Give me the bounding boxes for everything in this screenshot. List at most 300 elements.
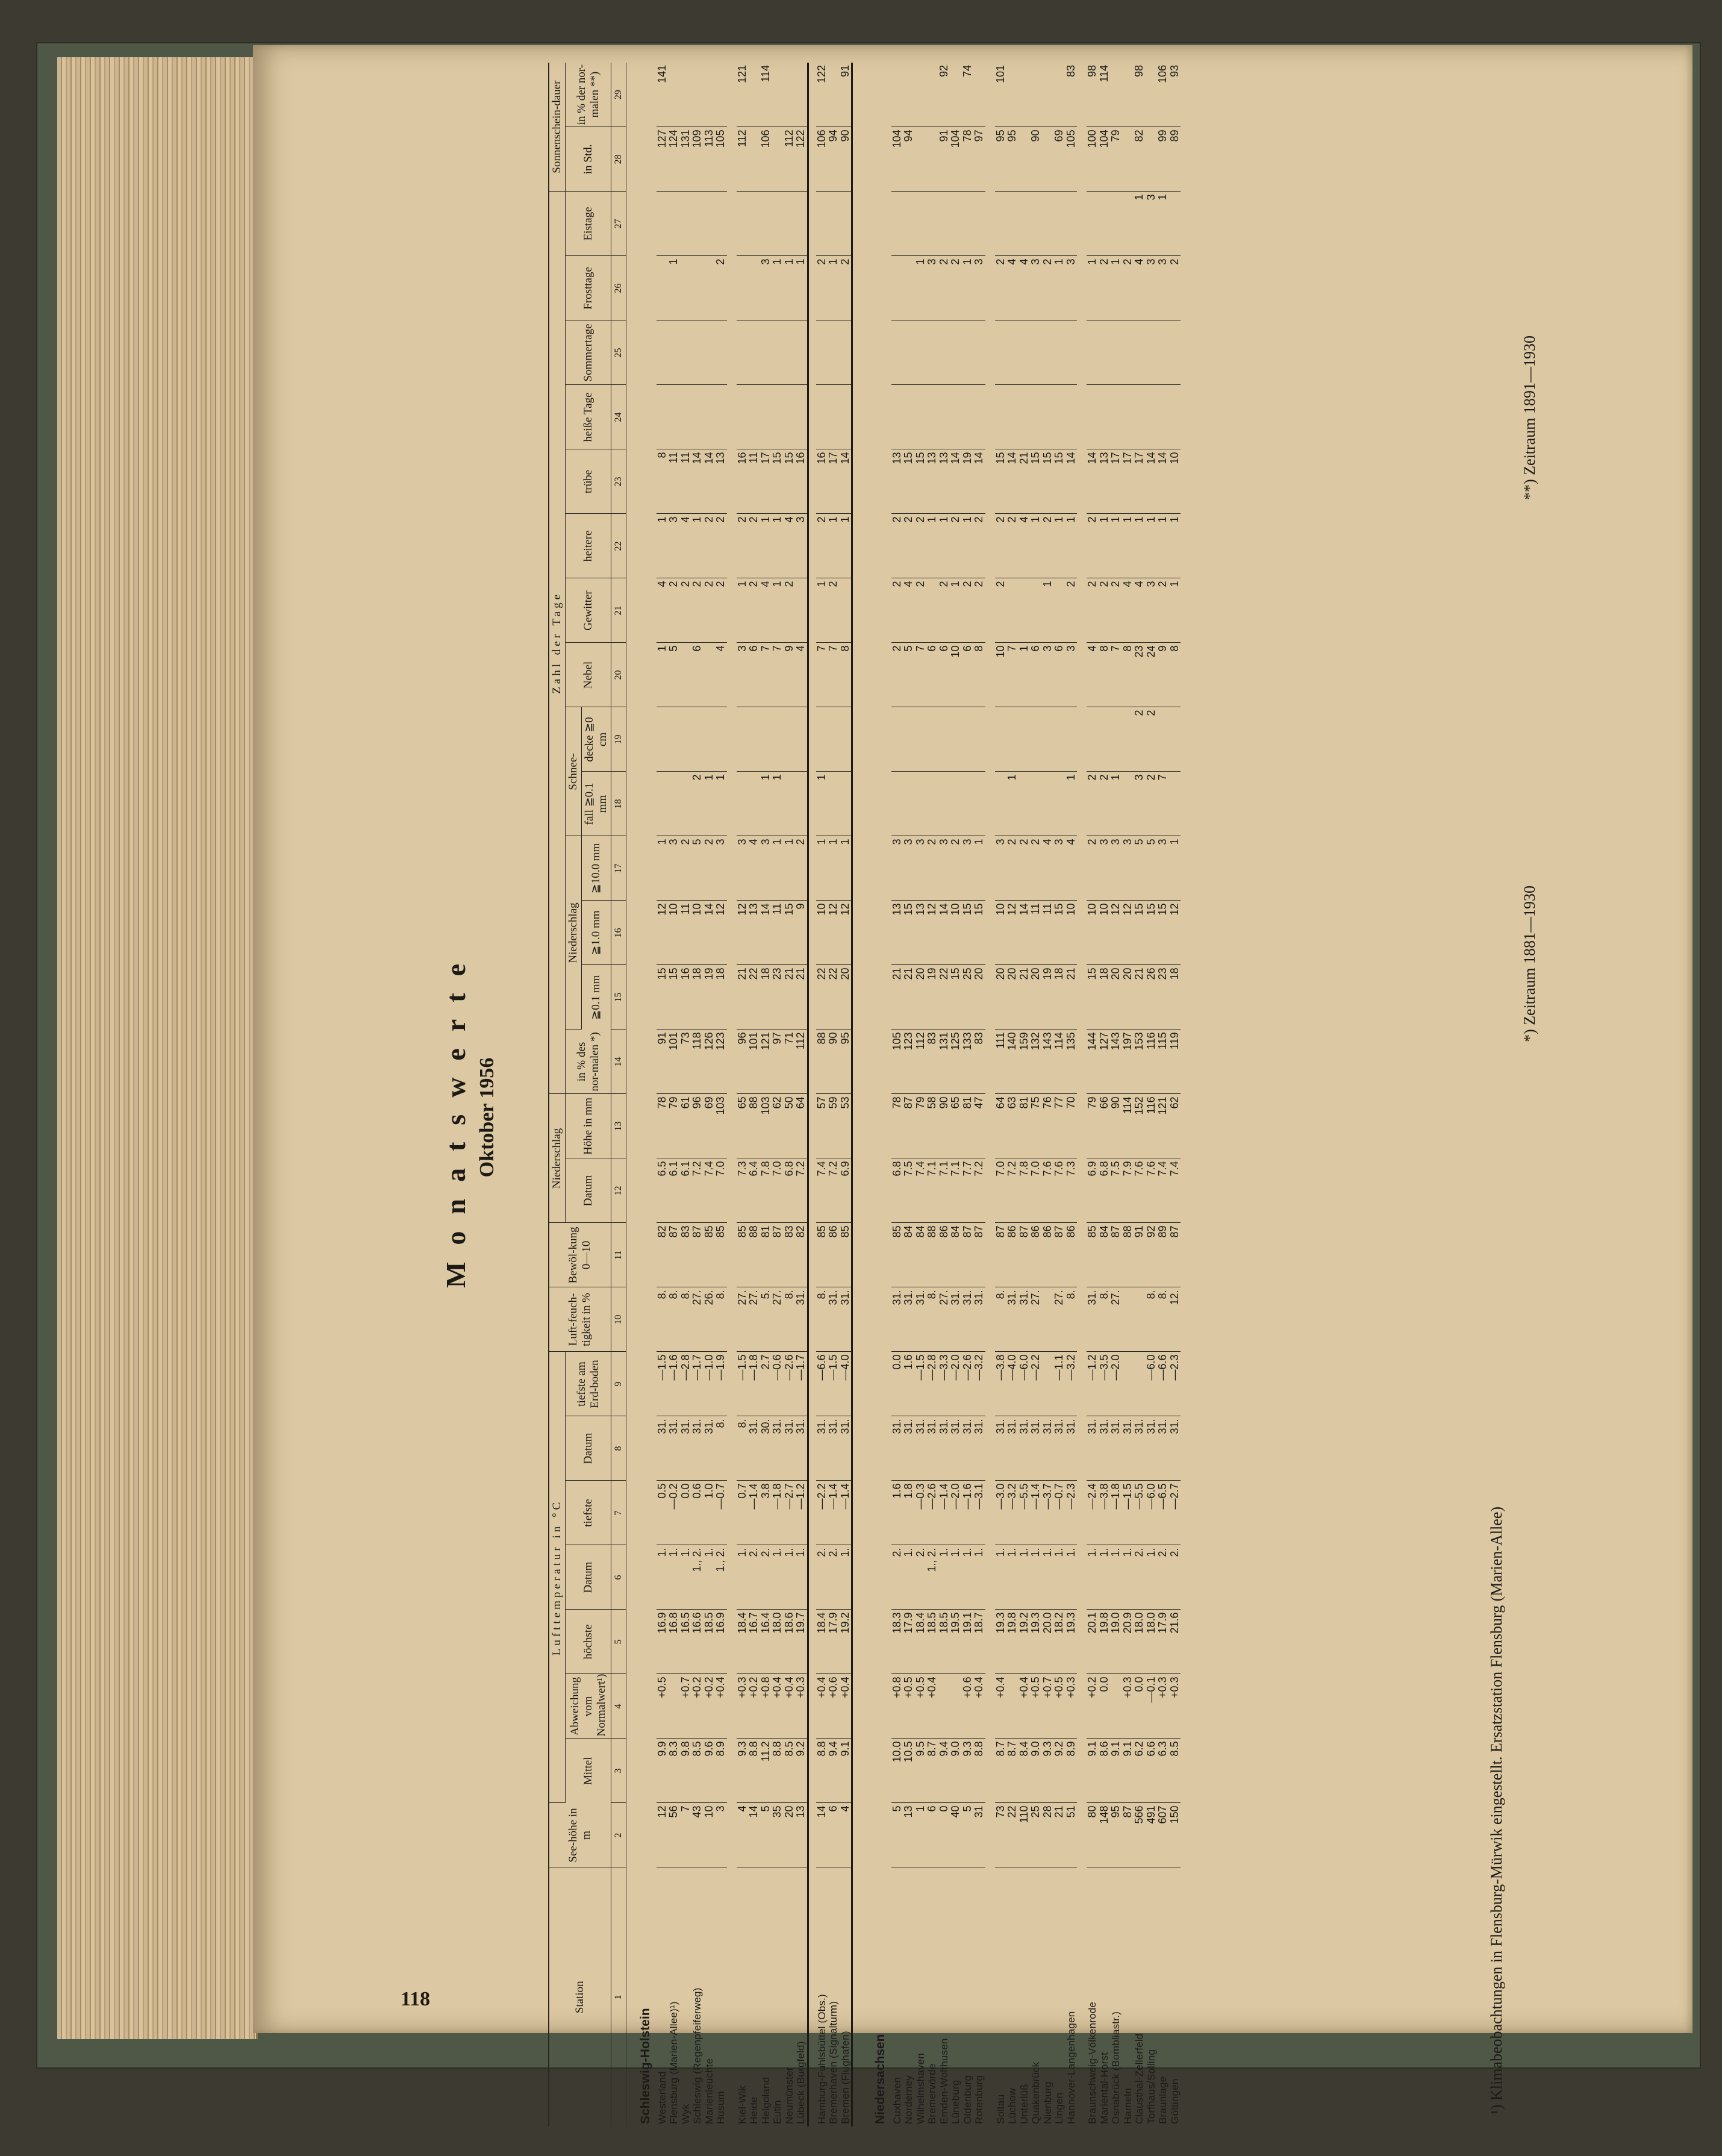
station-name: Flensburg (Marien-Allee)¹) <box>668 2001 679 2124</box>
table-cell: 12 <box>828 901 840 965</box>
table-cell <box>680 63 692 127</box>
table-cell: —0.1 <box>1146 1674 1158 1739</box>
table-cell: 2 <box>973 514 985 578</box>
table-cell: 2 <box>1087 578 1099 643</box>
table-cell: 1. <box>668 1545 680 1610</box>
table-cell <box>973 385 985 449</box>
table-cell <box>760 385 772 449</box>
table-cell: 2 <box>816 514 828 578</box>
table-cell: 79 <box>1087 1094 1099 1158</box>
table-cell: 65 <box>950 1094 962 1158</box>
table-cell: 8.8 <box>772 1739 784 1803</box>
station-name: Braunlage <box>1157 2076 1168 2124</box>
table-cell: 1 <box>795 256 808 320</box>
table-cell <box>1122 772 1134 836</box>
table-cell: 1 <box>1110 772 1122 836</box>
section-header-row <box>861 63 891 2126</box>
header-schneefall: fall ≧0.1 mm <box>582 772 611 836</box>
table-cell: +0.2 <box>1087 1674 1099 1739</box>
table-cell: 10 <box>1169 449 1181 514</box>
table-cell: 28 <box>1042 1803 1054 1867</box>
table-cell: 8 <box>657 449 669 514</box>
table-cell <box>950 192 962 256</box>
table-body <box>626 63 1181 2126</box>
table-cell: 9.2 <box>795 1739 808 1803</box>
table-cell: 104 <box>1099 127 1111 192</box>
table-cell: +0.4 <box>1019 1674 1031 1739</box>
table-cell: 21 <box>1053 1803 1065 1867</box>
table-cell: 1. <box>1030 1545 1042 1610</box>
header-luftfeuchtigkeit: Luft-feuch-tigkeit in % <box>549 1287 611 1352</box>
table-cell: 97 <box>973 127 985 192</box>
table-cell: 1 <box>816 836 828 901</box>
table-cell: 3 <box>715 1803 727 1867</box>
table-cell: +0.5 <box>1030 1674 1042 1739</box>
column-number: 2 <box>611 1803 626 1867</box>
table-cell: 81 <box>760 1223 772 1287</box>
table-cell <box>1019 385 1031 449</box>
station-name: Rotenburg <box>973 2075 985 2124</box>
table-cell: 31. <box>668 1416 680 1481</box>
table-cell: 57 <box>816 1094 828 1158</box>
table-cell: 6 <box>1053 643 1065 707</box>
table-cell <box>840 578 852 643</box>
table-cell: 11 <box>772 901 784 965</box>
table-cell <box>915 385 927 449</box>
table-cell: 6.5 <box>657 1158 669 1223</box>
table-cell: 152 <box>1134 1094 1146 1158</box>
table-cell <box>915 63 927 127</box>
table-row <box>950 63 962 2126</box>
table-cell <box>715 63 727 127</box>
footnote-zeitraum-1881: *) Zeitraum 1881—1930 <box>1521 886 1538 1042</box>
table-cell: 31. <box>1053 1416 1065 1481</box>
station-name: Heide <box>748 2096 760 2124</box>
table-cell: 11 <box>668 449 680 514</box>
header-prozent-normal: in % des nor-malen *) <box>566 1030 611 1094</box>
table-cell: 1 <box>1110 256 1122 320</box>
column-number: 9 <box>611 1352 626 1416</box>
table-cell: —2.0 <box>1110 1352 1122 1416</box>
table-cell <box>1006 320 1019 385</box>
column-number: 18 <box>611 772 626 836</box>
table-cell: 2 <box>691 578 703 643</box>
header-datum-erdboden: Datum <box>566 1158 611 1223</box>
table-cell: 27. <box>1053 1287 1065 1352</box>
table-cell: 31. <box>1099 1416 1111 1481</box>
table-cell: 13 <box>926 449 938 514</box>
table-cell: 9.8 <box>680 1739 692 1803</box>
table-row <box>1146 63 1158 2126</box>
table-cell: 8. <box>737 1416 749 1481</box>
table-cell: 87 <box>1122 1803 1134 1867</box>
table-cell: 2 <box>1030 836 1042 901</box>
header-n100: ≧10.0 mm <box>582 836 611 901</box>
table-cell <box>962 192 974 256</box>
table-cell: —3.2 <box>1065 1352 1078 1416</box>
table-cell: 19.7 <box>795 1610 808 1674</box>
table-cell: 31. <box>795 1416 808 1481</box>
table-cell: 1 <box>1157 192 1169 256</box>
table-cell: 105 <box>1065 127 1078 192</box>
header-hoechste: höchste <box>566 1610 611 1674</box>
table-cell: 2 <box>715 578 727 643</box>
table-cell <box>715 385 727 449</box>
table-cell: 14 <box>840 449 852 514</box>
column-number: 12 <box>611 1158 626 1223</box>
table-cell: 1. <box>1087 1545 1099 1610</box>
table-cell: —3.1 <box>973 1481 985 1545</box>
table-cell: 16.8 <box>668 1610 680 1674</box>
table-cell: 62 <box>1169 1094 1181 1158</box>
table-cell: 1 <box>772 772 784 836</box>
table-cell: 5 <box>1134 836 1146 901</box>
table-cell: 1 <box>1122 514 1134 578</box>
station-name: Helgoland <box>760 2076 772 2124</box>
table-cell <box>1169 192 1181 256</box>
table-cell <box>760 192 772 256</box>
table-cell: 1 <box>1169 578 1181 643</box>
table-cell: 2 <box>680 836 692 901</box>
header-station: Station <box>549 1867 611 2126</box>
table-cell: 2 <box>995 578 1007 643</box>
table-cell: 7.4 <box>703 1158 716 1223</box>
station-name: Lübeck (Burgfeld) <box>795 2041 806 2124</box>
table-cell: 8.9 <box>1065 1739 1078 1803</box>
table-cell <box>748 192 760 256</box>
table-cell: 95 <box>840 1030 852 1094</box>
column-number: 10 <box>611 1287 626 1352</box>
table-cell <box>680 772 692 836</box>
table-cell: 17.9 <box>828 1610 840 1674</box>
table-cell: 3 <box>1110 836 1122 901</box>
header-prozent-normalen: in % der nor-malen **) <box>566 63 611 127</box>
column-number: 19 <box>611 707 626 772</box>
table-cell: 112 <box>737 127 749 192</box>
table-cell <box>795 63 808 127</box>
table-cell: 11 <box>748 449 760 514</box>
table-cell: 31. <box>1030 1416 1042 1481</box>
table-cell <box>973 707 985 772</box>
table-cell <box>691 385 703 449</box>
table-cell: 12 <box>926 901 938 965</box>
table-cell: —0.7 <box>715 1481 727 1545</box>
table-cell <box>1019 63 1031 127</box>
table-cell: 4 <box>1065 836 1078 901</box>
table-cell: 5 <box>691 836 703 901</box>
table-cell: —0.6 <box>772 1352 784 1416</box>
column-number: 16 <box>611 901 626 965</box>
station-name: Emden-Wolthusen <box>938 2038 950 2124</box>
table-cell <box>1099 320 1111 385</box>
table-cell: 11 <box>680 901 692 965</box>
footnote-zeitraum-1891: **) Zeitraum 1891—1930 <box>1521 336 1538 500</box>
table-cell: 14 <box>1087 449 1099 514</box>
table-cell <box>1006 385 1019 449</box>
table-cell <box>1157 707 1169 772</box>
table-cell: 22 <box>748 965 760 1030</box>
table-cell <box>1006 1674 1019 1739</box>
table-cell: 86 <box>828 1223 840 1287</box>
table-cell: +0.7 <box>1042 1674 1054 1739</box>
table-cell: 89 <box>1169 127 1181 192</box>
table-cell: 78 <box>891 1094 903 1158</box>
table-cell: 6 <box>748 643 760 707</box>
table-cell: —4.0 <box>840 1352 852 1416</box>
table-cell: 6 <box>828 1803 840 1867</box>
table-cell: 5. <box>760 1287 772 1352</box>
table-cell: 16 <box>680 965 692 1030</box>
station-name: Norderney <box>903 2075 914 2124</box>
table-cell: 11 <box>1030 901 1042 965</box>
table-cell: 8. <box>715 1416 727 1481</box>
table-cell: 1 <box>715 772 727 836</box>
table-cell <box>1042 192 1054 256</box>
table-cell: 1 <box>816 772 828 836</box>
table-cell: 8. <box>1099 1287 1111 1352</box>
table-cell: 1. <box>1146 1545 1158 1610</box>
header-mittel: Mittel <box>566 1739 611 1803</box>
table-cell: 87 <box>1110 1223 1122 1287</box>
table-cell: 1 <box>1019 643 1031 707</box>
table-cell: 56 <box>668 1803 680 1867</box>
table-row <box>1065 63 1078 2126</box>
table-cell: 31. <box>973 1416 985 1481</box>
table-cell: 8.9 <box>715 1739 727 1803</box>
table-cell: 31. <box>1042 1416 1054 1481</box>
table-cell: 1 <box>772 836 784 901</box>
table-cell: 83 <box>973 1030 985 1094</box>
table-cell <box>1087 192 1099 256</box>
table-cell: —1.4 <box>1030 1481 1042 1545</box>
table-cell <box>1122 707 1134 772</box>
table-cell: 18 <box>1169 965 1181 1030</box>
table-cell: 6.1 <box>668 1158 680 1223</box>
table-cell <box>840 707 852 772</box>
table-cell: 2 <box>1042 256 1054 320</box>
table-row <box>1157 63 1169 2126</box>
table-cell: 1. <box>1042 1545 1054 1610</box>
table-cell: 1 <box>737 578 749 643</box>
table-cell <box>1157 385 1169 449</box>
table-cell <box>1042 1287 1054 1352</box>
table-cell <box>1053 320 1065 385</box>
table-cell: 116 <box>1146 1030 1158 1094</box>
station-name: Hannover-Langenhagen <box>1065 2011 1077 2124</box>
table-cell: 50 <box>784 1094 796 1158</box>
table-cell: 4 <box>1087 643 1099 707</box>
table-cell: 31 <box>973 1803 985 1867</box>
table-cell: 18.6 <box>784 1610 796 1674</box>
table-cell <box>973 772 985 836</box>
table-cell: 31. <box>1157 1416 1169 1481</box>
table-cell <box>668 707 680 772</box>
table-cell: 1., 2. <box>715 1545 727 1610</box>
table-cell: 3 <box>760 836 772 901</box>
table-cell: 27. <box>737 1287 749 1352</box>
table-cell <box>891 192 903 256</box>
table-cell: 1 <box>840 514 852 578</box>
table-cell: 5 <box>1146 836 1158 901</box>
table-cell: 16.4 <box>760 1610 772 1674</box>
table-cell: 30. <box>760 1416 772 1481</box>
book-pages-edge <box>57 57 258 2039</box>
table-cell: 1 <box>1134 514 1146 578</box>
table-cell <box>784 707 796 772</box>
table-cell: 2 <box>737 514 749 578</box>
column-number: 13 <box>611 1094 626 1158</box>
table-cell: 1 <box>703 772 716 836</box>
table-cell: 1. <box>1099 1545 1111 1610</box>
table-cell: 13 <box>891 901 903 965</box>
table-cell: —1.8 <box>1110 1481 1122 1545</box>
column-number: 14 <box>611 1030 626 1094</box>
table-cell: 3 <box>1157 256 1169 320</box>
table-cell: 78 <box>962 127 974 192</box>
table-cell: 1., 2. <box>691 1545 703 1610</box>
table-cell: 101 <box>748 1030 760 1094</box>
station-name: Westerland <box>656 2071 668 2124</box>
table-cell: 25 <box>1030 1803 1042 1867</box>
table-cell: 64 <box>795 1094 808 1158</box>
table-cell <box>1157 320 1169 385</box>
table-cell: —2.6 <box>962 1352 974 1416</box>
table-cell <box>703 320 716 385</box>
column-number: 21 <box>611 578 626 643</box>
table-cell: 6.9 <box>1087 1158 1099 1223</box>
station-name: Schleswig (Regenpfeiferweg) <box>691 1987 703 2124</box>
table-cell <box>1146 320 1158 385</box>
table-cell: 2. <box>828 1545 840 1610</box>
table-cell: 84 <box>950 1223 962 1287</box>
table-cell: 159 <box>1019 1030 1031 1094</box>
header-hoehe: Höhe in mm <box>566 1094 611 1158</box>
table-cell: 607 <box>1157 1803 1169 1867</box>
table-cell: 9.3 <box>1042 1739 1054 1803</box>
table-cell: 21 <box>795 965 808 1030</box>
table-cell <box>668 192 680 256</box>
table-cell: 4 <box>1134 256 1146 320</box>
table-cell <box>1087 320 1099 385</box>
table-cell: 3 <box>1122 836 1134 901</box>
table-cell: 8. <box>668 1287 680 1352</box>
table-cell: 96 <box>737 1030 749 1094</box>
station-name: Bremervörde <box>926 2063 938 2124</box>
table-cell: 9.6 <box>703 1739 716 1803</box>
table-cell: 94 <box>828 127 840 192</box>
table-cell: 7.5 <box>1110 1158 1122 1223</box>
table-cell <box>926 320 938 385</box>
table-cell: 14 <box>1019 901 1031 965</box>
table-cell <box>1122 192 1134 256</box>
table-cell: 7 <box>915 643 927 707</box>
table-cell: 12 <box>1122 901 1134 965</box>
table-cell: 1. <box>1019 1545 1031 1610</box>
table-cell: —1.5 <box>657 1352 669 1416</box>
table-cell: 16.6 <box>691 1610 703 1674</box>
table-cell: 15 <box>950 965 962 1030</box>
table-cell: 1. <box>995 1545 1007 1610</box>
table-cell: 1. <box>1110 1545 1122 1610</box>
table-cell <box>1042 127 1054 192</box>
table-cell: 2 <box>938 256 950 320</box>
table-cell: 18.0 <box>772 1610 784 1674</box>
table-cell: 143 <box>1110 1030 1122 1094</box>
table-cell: 91 <box>657 1030 669 1094</box>
table-cell: 2 <box>973 578 985 643</box>
table-cell <box>1006 63 1019 127</box>
table-cell: —6.6 <box>816 1352 828 1416</box>
table-cell: 0 <box>938 1803 950 1867</box>
table-cell <box>1053 772 1065 836</box>
table-cell: 19.2 <box>1019 1610 1031 1674</box>
table-cell <box>1006 578 1019 643</box>
table-cell: 1.6 <box>891 1481 903 1545</box>
table-cell: 150 <box>1169 1803 1181 1867</box>
table-cell: 148 <box>1099 1803 1111 1867</box>
table-cell: 6.8 <box>891 1158 903 1223</box>
table-cell: 69 <box>703 1094 716 1158</box>
table-cell <box>950 772 962 836</box>
table-cell: —1.8 <box>772 1481 784 1545</box>
table-cell: 1 <box>915 256 927 320</box>
table-cell: +0.3 <box>1157 1674 1169 1739</box>
table-cell: 51 <box>1065 1803 1078 1867</box>
table-cell <box>1006 192 1019 256</box>
table-cell: 9.3 <box>962 1739 974 1803</box>
table-cell: 0.0 <box>680 1481 692 1545</box>
table-cell: 2 <box>1019 836 1031 901</box>
table-cell <box>760 707 772 772</box>
table-cell: 88 <box>748 1094 760 1158</box>
table-cell: 9.1 <box>1110 1739 1122 1803</box>
table-cell: 1. <box>1053 1545 1065 1610</box>
table-cell <box>816 320 828 385</box>
table-row <box>903 63 915 2126</box>
table-cell <box>657 385 669 449</box>
table-cell: 1 <box>1006 772 1019 836</box>
table-cell: 114 <box>1053 1030 1065 1094</box>
table-cell: 1 <box>1065 772 1078 836</box>
station-name: Soltau <box>994 2094 1006 2124</box>
table-cell: 4 <box>737 1803 749 1867</box>
table-cell: 58 <box>926 1094 938 1158</box>
table-cell: 4 <box>1019 514 1031 578</box>
table-cell: 86 <box>1065 1223 1078 1287</box>
table-cell: 2 <box>891 578 903 643</box>
rotated-table-content <box>373 64 1578 2126</box>
column-number: 29 <box>611 63 626 127</box>
table-cell: 99 <box>1157 127 1169 192</box>
table-cell: 116 <box>1146 1094 1158 1158</box>
table-cell: 3 <box>903 836 915 901</box>
table-cell: 20 <box>973 965 985 1030</box>
table-cell: —1.6 <box>668 1352 680 1416</box>
table-cell: 31. <box>828 1416 840 1481</box>
table-cell: 8 <box>973 643 985 707</box>
table-cell: 88 <box>1122 1223 1134 1287</box>
table-cell: 21 <box>1019 965 1031 1030</box>
table-row <box>668 63 680 2126</box>
table-cell: 88 <box>816 1030 828 1094</box>
table-cell: 6.9 <box>840 1158 852 1223</box>
table-cell: 7.2 <box>973 1158 985 1223</box>
column-number: 4 <box>611 1674 626 1739</box>
table-cell <box>668 1674 680 1739</box>
table-cell: 90 <box>1030 127 1042 192</box>
table-cell: 69 <box>1053 127 1065 192</box>
table-cell: 31. <box>828 1287 840 1352</box>
